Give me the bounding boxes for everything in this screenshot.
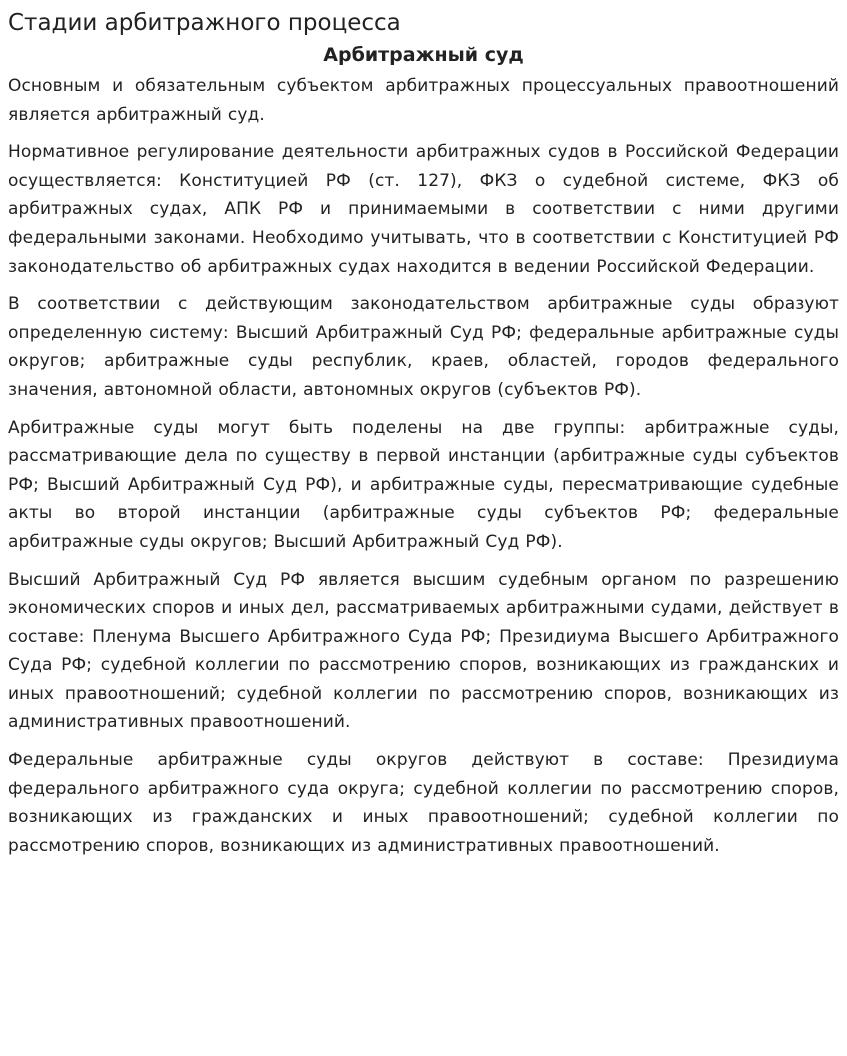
- paragraph-6: Федеральные арбитражные суды округов действуют в составе: Президиума федерального арбитражного суда округа; судебной коллегии по рассмотрению споров, возникающих из гражданских и иных правоотношений; судебной коллегии по рассмотрению споров, возникающих из административных правоотношений.: [8, 750, 839, 856]
- paragraph-1: Основным и обязательным субъектом арбитражных процессуальных правоотношений является арбитражный суд.: [8, 76, 839, 125]
- paragraph-3: В соответствии с действующим законодательством арбитражные суды образуют определенную систему: Высший Арбитражный Суд РФ; федеральные арбитражные суды округов; арбитражные суды республик, краев, областей, городов федерального значения, автономной области, автономных округов (субъектов РФ).: [8, 294, 839, 400]
- page-title: Стадии арбитражного процесса: [8, 10, 401, 36]
- paragraph-5: Высший Арбитражный Суд РФ является высшим судебным органом по разрешению экономических споров и иных дел, рассматриваемых арбитражными судами, действует в составе: Пленума Высшего Арбитражного Суда РФ; Президиума Высшего Арбитражного Суда РФ; судебной коллегии по рассмотрению споров, возникающих из гражданских и иных правоотношений; судебной коллегии по рассмотрению споров, возникающих из административных правоотношений.: [8, 569, 839, 733]
- section-heading: Арбитражный суд: [323, 44, 524, 66]
- paragraph-2: Нормативное регулирование деятельности арбитражных судов в Российской Федерации осуществляется: Конституцией РФ (ст. 127), ФКЗ о судебной системе, ФКЗ об арбитражных судах, АПК РФ и принимаемыми в соответствии с ними другими федеральными законами. Необходимо учитывать, что в соответствии с Конституцией РФ законодательство об арбитражных судах находится в ведении Российской Федерации.: [8, 142, 839, 277]
- paragraph-4: Арбитражные суды могут быть поделены на две группы: арбитражные суды, рассматривающие дела по существу в первой инстанции (арбитражные суды субъектов РФ; Высший Арбитражный Суд РФ), и арбитражные суды, пересматривающие судебные акты во второй инстанции (арбитражные суды субъектов РФ; федеральные арбитражные суды округов; Высший Арбитражный Суд РФ).: [8, 417, 839, 552]
